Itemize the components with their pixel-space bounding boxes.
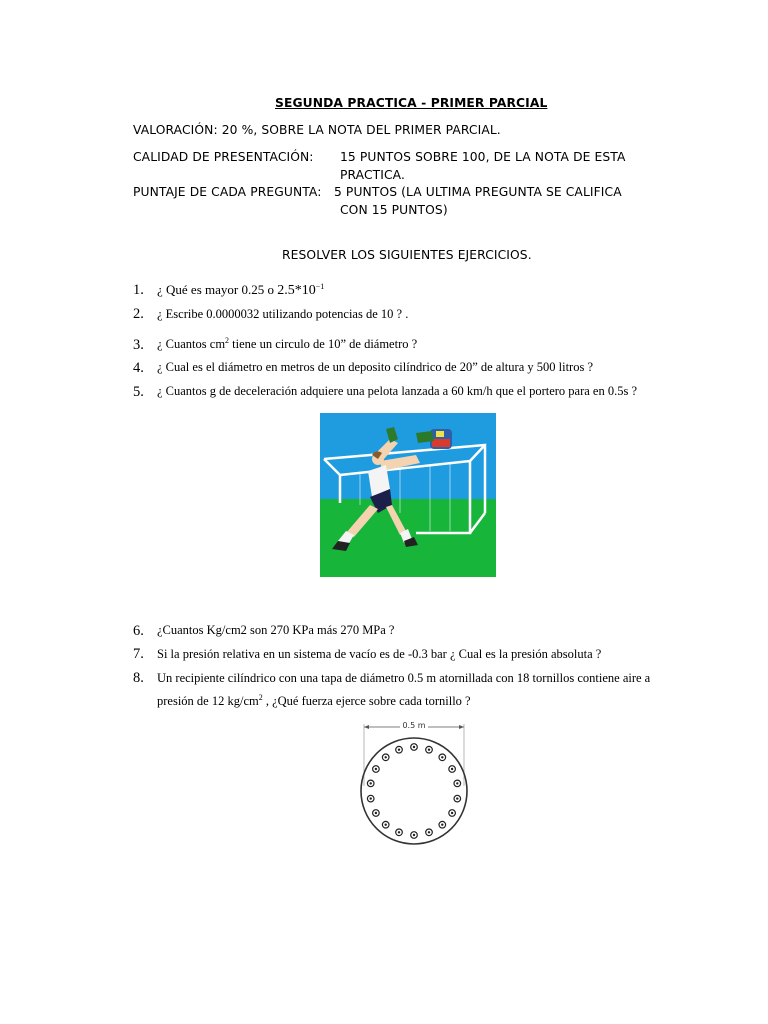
bolt-center	[456, 782, 458, 784]
calidad-value-1: 15 PUNTOS SOBRE 100, DE LA NOTA DE ESTA	[340, 150, 626, 164]
question-text	[157, 337, 417, 352]
dimension-arrow-left	[364, 725, 369, 729]
question-text	[157, 282, 324, 299]
goalkeeper-illustration	[320, 413, 496, 577]
question-number: 3.	[133, 337, 144, 353]
question-text: ¿ Cuantos g de deceleración adquiere una pelota lanzada a 60 km/h que el portero para en 0.5s ?	[157, 384, 638, 398]
question-number: 5.	[133, 384, 144, 400]
question-text: ¿Cuantos Kg/cm2 son 270 KPa más 270 MPa ?	[157, 623, 395, 637]
question-text: ¿ Escribe 0.0000032 utilizando potencias de 10 ? .	[157, 307, 409, 321]
valoracion-line: VALORACIÓN: 20 %, SOBRE LA NOTA DEL PRIMER PARCIAL.	[133, 123, 501, 137]
calidad-label: CALIDAD DE PRESENTACIÓN:	[133, 150, 314, 164]
bolt-center	[428, 831, 430, 833]
bolt-center	[413, 834, 415, 836]
question-text-line2	[157, 694, 471, 709]
bolt-center	[398, 749, 400, 751]
question-text-a: ¿ Cuantos cm	[157, 337, 226, 351]
puntaje-value-1: 5 PUNTOS (LA ULTIMA PREGUNTA SE CALIFICA	[334, 185, 622, 199]
bolt-center	[370, 797, 372, 799]
bolt-center	[451, 812, 453, 814]
question-number: 2.	[133, 306, 144, 322]
bolt-center	[398, 831, 400, 833]
question-math: 2.5*10	[277, 283, 316, 298]
calidad-value-2: PRACTICA.	[340, 168, 405, 182]
dimension-label: 0.5 m	[402, 721, 426, 730]
bolt-ring	[367, 744, 460, 839]
question-exponent: 2	[258, 693, 263, 702]
question-number: 6.	[133, 623, 144, 639]
dimension-arrow-right	[459, 725, 464, 729]
question-text-a: presión de 12 kg/cm	[157, 694, 259, 708]
question-exponent: −1	[315, 282, 325, 291]
bolt-center	[456, 797, 458, 799]
bolt-center	[441, 756, 443, 758]
bolt-center	[428, 749, 430, 751]
bolt-center	[413, 746, 415, 748]
question-text-b: , ¿Qué fuerza ejerce sobre cada tornillo ?	[262, 694, 471, 708]
bolt-center	[370, 782, 372, 784]
question-text: Un recipiente cilíndrico con una tapa de diámetro 0.5 m atornillada con 18 tornillos contiene aire a	[157, 671, 651, 685]
bolt-center	[375, 812, 377, 814]
question-number: 7.	[133, 646, 144, 662]
instructions: RESOLVER LOS SIGUIENTES EJERCICIOS.	[282, 248, 532, 262]
question-text-b: tiene un circulo de 10” de diámetro ?	[229, 337, 418, 351]
question-text: ¿ Cual es el diámetro en metros de un deposito cilíndrico de 20” de altura y 500 litros ?	[157, 360, 593, 374]
bolt-center	[451, 768, 453, 770]
question-number: 4.	[133, 360, 144, 376]
lid-bolt-diagram	[350, 716, 480, 852]
puntaje-value-2: CON 15 PUNTOS)	[340, 203, 448, 217]
question-exponent: 2	[225, 336, 230, 345]
bolt-center	[385, 756, 387, 758]
bolt-center	[375, 768, 377, 770]
question-number: 1.	[133, 282, 144, 298]
puntaje-label: PUNTAJE DE CADA PREGUNTA:	[133, 185, 322, 199]
question-text: Si la presión relativa en un sistema de vacío es de -0.3 bar ¿ Cual es la presión absoluta ?	[157, 647, 602, 661]
lid-outer-circle	[361, 738, 467, 844]
bolt-center	[385, 824, 387, 826]
bolt-center	[441, 824, 443, 826]
question-text-a: ¿ Qué es mayor 0.25 o	[157, 282, 278, 297]
question-number: 8.	[133, 670, 144, 686]
page-title: SEGUNDA PRACTICA - PRIMER PARCIAL	[275, 96, 548, 110]
